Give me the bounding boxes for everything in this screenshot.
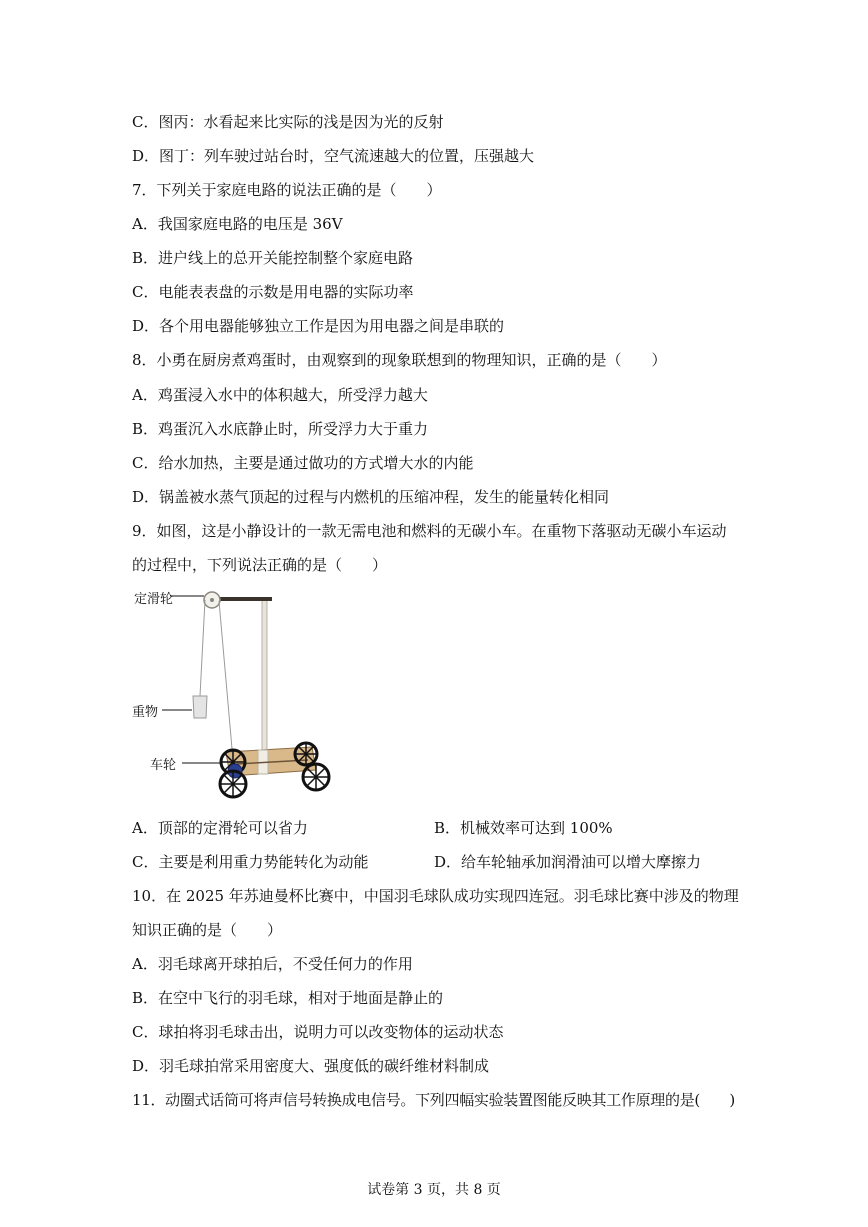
q10-stem-line1: 10．在 2025 年苏迪曼杯比赛中，中国羽毛球队成功实现四连冠。羽毛球比赛中涉及的物理	[132, 887, 739, 905]
q10-option-a: A．羽毛球离开球拍后，不受任何力的作用	[132, 955, 413, 973]
q8-option-d: D．锅盖被水蒸气顶起的过程与内燃机的压缩冲程，发生的能量转化相同	[132, 488, 610, 506]
q11-stem: 11．动圈式话筒可将声信号转换成电信号。下列四幅实验装置图能反映其工作原理的是( )	[132, 1091, 735, 1109]
q7-option-c: C．电能表表盘的示数是用电器的实际功率	[132, 283, 414, 301]
page-footer: 试卷第 3 页，共 8 页	[367, 1182, 501, 1198]
q6-option-d: D．图丁：列车驶过站台时，空气流速越大的位置，压强越大	[132, 147, 535, 165]
q7-stem: 7．下列关于家庭电路的说法正确的是（ ）	[132, 181, 442, 199]
q9-stem-line1: 9．如图，这是小静设计的一款无需电池和燃料的无碳小车。在重物下落驱动无碳小车运动	[132, 522, 727, 540]
q10-option-c: C．球拍将羽毛球击出，说明力可以改变物体的运动状态	[132, 1023, 504, 1041]
q10-option-d: D．羽毛球拍常采用密度大、强度低的碳纤维材料制成	[132, 1057, 490, 1075]
wheel-front-right	[303, 764, 329, 790]
q7-option-b: B．进户线上的总开关能控制整个家庭电路	[132, 249, 414, 267]
q8-stem: 8．小勇在厨房煮鸡蛋时，由观察到的现象联想到的物理知识，正确的是（ ）	[132, 351, 667, 369]
wheel-front-left	[295, 743, 317, 765]
q6-option-c: C．图丙：水看起来比实际的浅是因为光的反射	[132, 113, 444, 131]
q9-option-a: A．顶部的定滑轮可以省力	[132, 819, 308, 837]
q10-stem-line2: 知识正确的是（ ）	[132, 921, 283, 939]
wheel-rear-right	[220, 771, 246, 797]
q7-option-d: D．各个用电器能够独立工作是因为用电器之间是串联的	[132, 317, 505, 335]
mast	[262, 598, 267, 768]
q9-stem-line2: 的过程中，下列说法正确的是（ ）	[132, 556, 388, 574]
q9-option-d: D．给车轮轴承加润滑油可以增大摩擦力	[434, 853, 702, 871]
q9-option-c: C．主要是利用重力势能转化为动能	[132, 853, 369, 871]
q8-option-b: B．鸡蛋沉入水底静止时，所受浮力大于重力	[132, 420, 429, 438]
label-weight: 重物	[132, 705, 159, 720]
string-weight	[200, 600, 205, 696]
q8-option-a: A．鸡蛋浸入水中的体积越大，所受浮力越大	[132, 386, 428, 404]
q10-option-b: B．在空中飞行的羽毛球，相对于地面是静止的	[132, 989, 444, 1007]
weight	[193, 696, 207, 718]
label-pulley: 定滑轮	[134, 592, 174, 607]
label-wheel: 车轮	[150, 758, 177, 773]
q7-option-a: A．我国家庭电路的电压是 36V	[132, 215, 343, 233]
carbon-free-car-figure	[126, 584, 366, 806]
string-axle	[219, 601, 233, 760]
q8-option-c: C．给水加热，主要是通过做功的方式增大水的内能	[132, 454, 474, 472]
q9-option-b: B．机械效率可达到 100%	[434, 819, 613, 837]
